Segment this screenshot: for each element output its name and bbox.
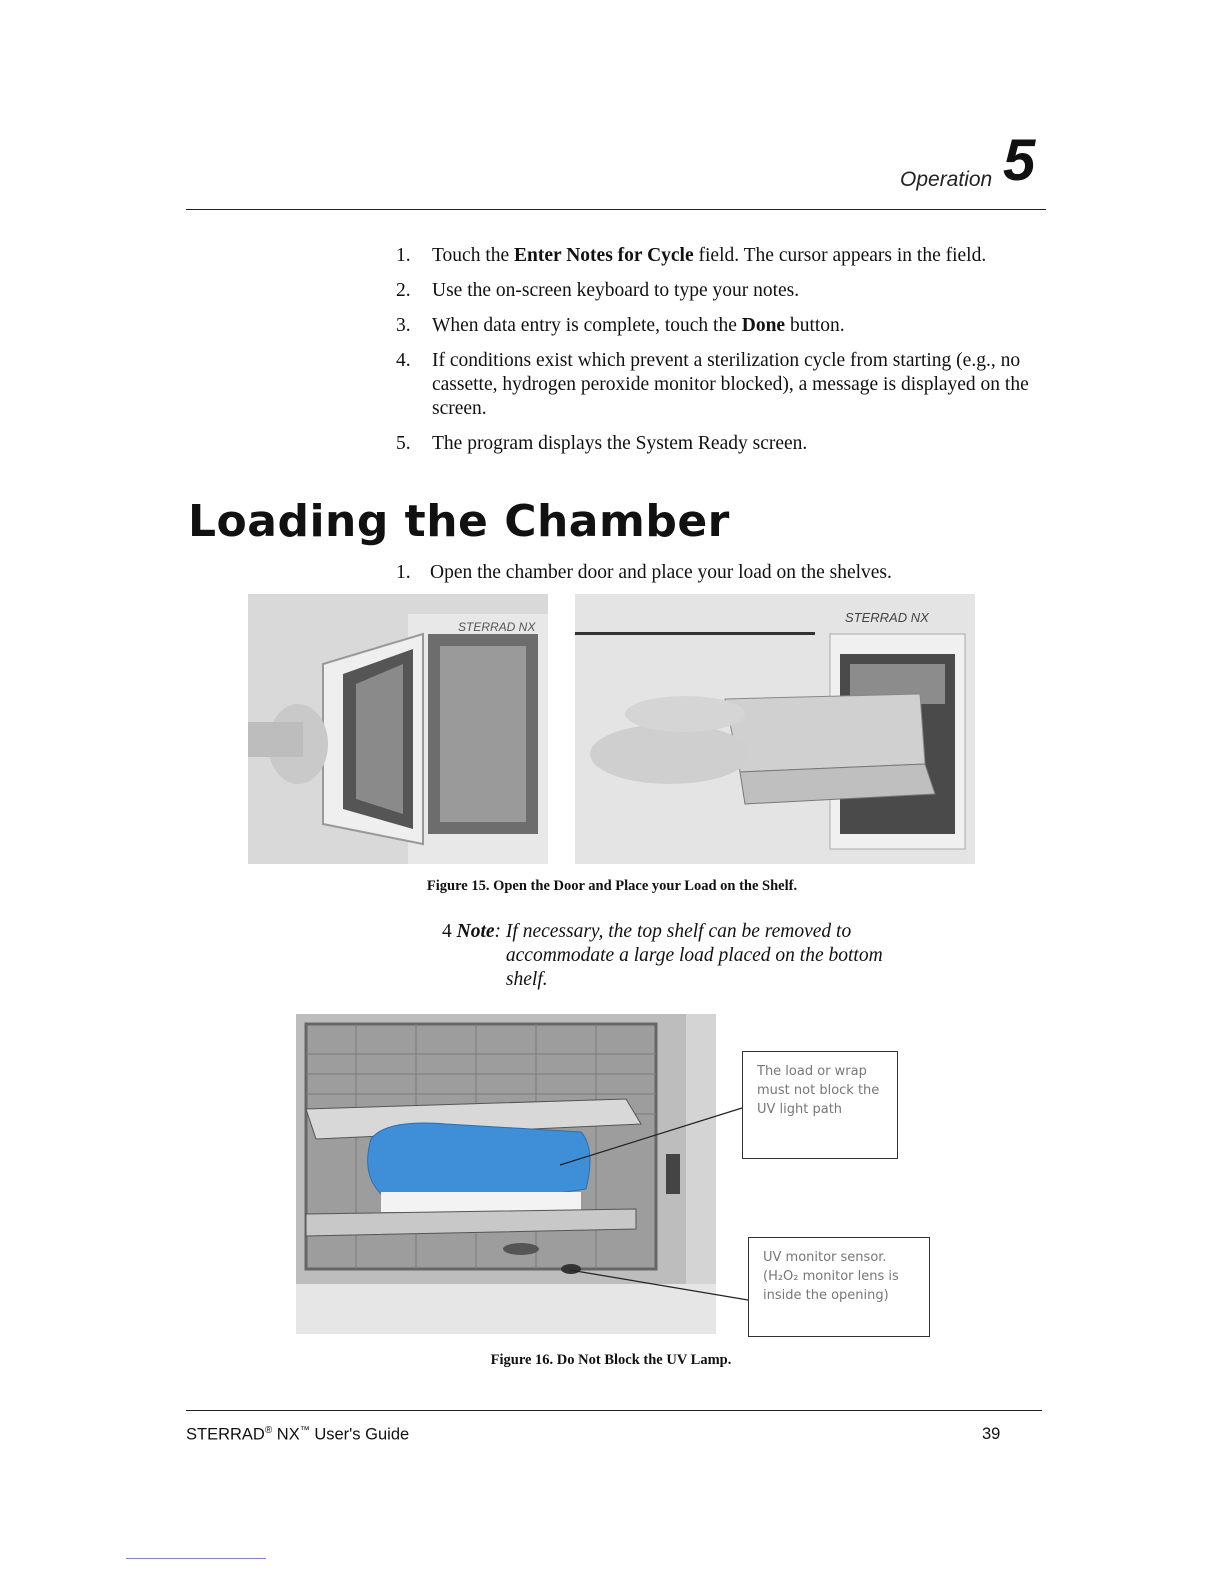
footer-rule	[186, 1410, 1042, 1411]
step-text: The program displays the System Ready screen.	[432, 433, 808, 454]
load-step-text: Open the chamber door and place your load on the shelves.	[430, 562, 892, 583]
step-bold: Enter Notes for Cycle	[514, 245, 694, 266]
page-number: 39	[982, 1425, 1001, 1443]
footer-brand: STERRAD	[186, 1425, 265, 1444]
footer-suffix: User's Guide	[309, 1425, 410, 1444]
step-text: Touch the	[432, 245, 515, 266]
footer-title	[186, 1425, 409, 1445]
section-title: Loading the Chamber	[188, 496, 730, 547]
step-text: field. The cursor appears in the field.	[693, 245, 987, 266]
callout-uv-monitor-sensor: UV monitor sensor. (H₂O₂ monitor lens is inside the opening)	[748, 1237, 930, 1337]
callout-uv-light-path: The load or wrap must not block the UV light path	[742, 1051, 898, 1159]
chapter-number: 5	[1003, 128, 1036, 193]
trademark-mark: ™	[299, 1425, 310, 1436]
header-rule	[186, 209, 1046, 210]
step-number: 5.	[396, 433, 411, 454]
figure16-photo	[296, 1014, 716, 1334]
step-item	[396, 279, 1046, 303]
step-bold: Done	[741, 315, 786, 336]
figure16-caption: Figure 16. Do Not Block the UV Lamp.	[490, 1352, 732, 1368]
note-colon: :	[494, 921, 502, 942]
chapter-label: Operation	[900, 168, 993, 191]
note-block	[442, 920, 962, 992]
step-number: 3.	[396, 315, 411, 336]
note-lead: Note	[456, 921, 495, 942]
step-text: Use the on-screen keyboard to type your notes.	[432, 280, 800, 301]
footer-product: NX	[272, 1425, 300, 1444]
load-on-shelf-illustration	[575, 594, 975, 864]
load-step-number: 1.	[396, 562, 411, 583]
step-number: 4.	[396, 350, 411, 371]
sterilizer-door-open-illustration	[248, 594, 548, 864]
footnote-separator	[126, 1558, 266, 1559]
step-number: 1.	[396, 245, 411, 266]
figure15-photo-left	[248, 594, 548, 864]
step-item	[396, 314, 1046, 338]
step-item	[396, 244, 1046, 268]
brand-label-right: STERRAD NX	[845, 610, 929, 625]
step-item	[396, 432, 1046, 456]
step-text: button.	[785, 315, 845, 336]
step-item	[396, 349, 1046, 421]
step-number: 2.	[396, 280, 411, 301]
note-prefix: 4	[442, 921, 452, 942]
note-text: If necessary, the top shelf can be removed to accommodate a large load placed on the bottom shelf.	[505, 921, 883, 990]
figure15-photo-right	[575, 594, 975, 864]
step-text: If conditions exist which prevent a sterilization cycle from starting (e.g., no cassette, hydrogen peroxide monitor blocked), a message is displayed on the screen.	[432, 350, 1029, 419]
step-text: When data entry is complete, touch the	[432, 315, 742, 336]
load-step	[396, 562, 892, 584]
figure15-caption: Figure 15. Open the Door and Place your Load on the Shelf.	[426, 878, 798, 894]
chamber-interior-illustration	[296, 1014, 716, 1334]
steps-list	[396, 244, 1046, 467]
brand-label-left: STERRAD NX	[458, 620, 536, 634]
registered-mark: ®	[264, 1425, 273, 1436]
